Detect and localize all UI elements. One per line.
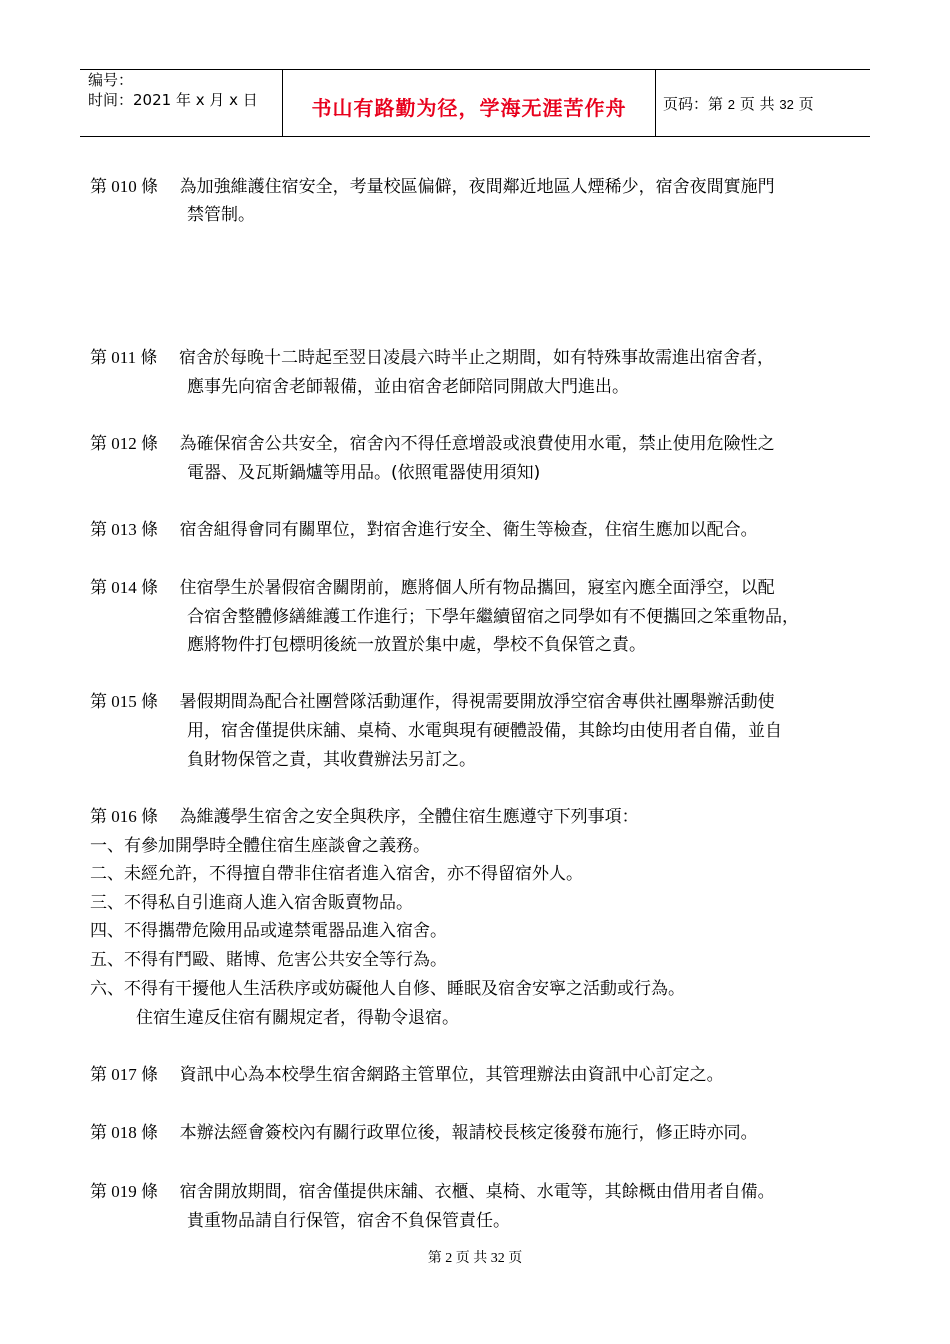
article-011 (90, 346, 774, 370)
rule-item-3: 三、不得私自引進商人進入宿舍販賣物品。 (90, 893, 413, 913)
article-number: 第 018 條 (90, 1123, 158, 1142)
header-divider-right (655, 69, 656, 136)
article-text: 宿舍組得會同有關單位，對宿舍進行安全、衛生等檢查，住宿生應加以配合。 (179, 520, 758, 540)
article-text: 住宿學生於暑假宿舍關閉前，應將個人所有物品攜回，寢室內應全面淨空，以配 (179, 578, 775, 598)
article-011-cont: 應事先向宿舍老師報備，並由宿舍老師陪同開啟大門進出。 (187, 377, 629, 397)
article-number: 第 016 條 (90, 807, 158, 826)
article-number: 第 017 條 (90, 1065, 158, 1084)
rule-note: 住宿生違反住宿有關規定者，得勒令退宿。 (136, 1008, 459, 1028)
article-014-cont-1: 合宿舍整體修繕維護工作進行；下學年繼續留宿之同學如有不便攜回之笨重物品， (187, 607, 799, 627)
article-014-cont-2: 應將物件打包標明後統一放置於集中處，學校不負保管之責。 (187, 635, 646, 655)
page-mid: 页 共 (739, 95, 775, 113)
article-013 (90, 518, 758, 542)
article-text: 本辦法經會簽校內有關行政單位後，報請校長核定後發布施行，修正時亦同。 (179, 1123, 758, 1143)
rule-item-5: 五、不得有鬥毆、賭博、危害公共安全等行為。 (90, 950, 447, 970)
article-012-cont: 電器、及瓦斯鍋爐等用品。(依照電器使用須知) (187, 463, 541, 483)
page-total: 32 (779, 97, 794, 112)
article-015 (90, 690, 775, 714)
article-018 (90, 1121, 758, 1145)
page-footer: 第 2 页 共 32 页 (427, 1251, 523, 1266)
article-number: 第 015 條 (90, 692, 158, 711)
rule-item-4: 四、不得攜帶危險用品或違禁電器品進入宿舍。 (90, 921, 447, 941)
rule-item-1: 一、有參加開學時全體住宿生座談會之義務。 (90, 836, 430, 856)
article-text: 宿舍開放期間，宿舍僅提供床舖、衣櫃、桌椅、水電等，其餘概由借用者自備。 (179, 1182, 775, 1202)
page-number: 2 (727, 97, 736, 112)
article-number: 第 013 條 (90, 520, 158, 539)
article-number: 第 014 條 (90, 578, 158, 597)
article-number: 第 019 條 (90, 1182, 158, 1201)
header-divider-left (282, 69, 283, 136)
article-number: 第 012 條 (90, 434, 158, 453)
article-text: 為加強維護住宿安全，考量校區偏僻，夜間鄰近地區人煙稀少，宿舍夜間實施門 (179, 177, 775, 197)
article-017 (90, 1063, 724, 1087)
article-014 (90, 576, 775, 600)
page-prefix: 页码：第 (663, 95, 724, 113)
article-010-cont: 禁管制。 (187, 205, 255, 225)
header-meta (88, 70, 258, 110)
time-label: 时间：2021 年 x 月 x 日 (88, 91, 258, 109)
article-text: 為維護學生宿舍之安全與秩序，全體住宿生應遵守下列事項： (179, 807, 639, 827)
article-number: 第 011 條 (90, 348, 158, 367)
article-019 (90, 1180, 775, 1204)
article-number: 第 010 條 (90, 177, 158, 196)
header-bottom-rule (80, 136, 870, 137)
rule-item-2: 二、未經允許，不得擅自帶非住宿者進入宿舍，亦不得留宿外人。 (90, 864, 583, 884)
article-text: 暑假期間為配合社團營隊活動運作，得視需要開放淨空宿舍專供社團舉辦活動使 (179, 692, 775, 712)
header-motto: 书山有路勤为径，学海无涯苦作舟 (311, 96, 627, 120)
rule-item-6: 六、不得有干擾他人生活秩序或妨礙他人自修、睡眠及宿舍安寧之活動或行為。 (90, 979, 685, 999)
article-019-cont: 貴重物品請自行保管，宿舍不負保管責任。 (187, 1211, 510, 1231)
article-015-cont-1: 用，宿舍僅提供床舖、桌椅、水電與現有硬體設備，其餘均由使用者自備，並自 (187, 721, 782, 741)
article-012 (90, 432, 775, 456)
article-016 (90, 805, 639, 829)
article-010 (90, 175, 775, 199)
page-suffix: 页 (798, 95, 814, 113)
article-text: 宿舍於每晚十二時起至翌日凌晨六時半止之期間，如有特殊事故需進出宿舍者， (179, 348, 774, 368)
article-text: 資訊中心為本校學生宿舍網路主管單位，其管理辦法由資訊中心訂定之。 (179, 1065, 724, 1085)
code-label: 编号： (88, 71, 134, 89)
header-page-info (663, 93, 814, 114)
article-015-cont-2: 負財物保管之責，其收費辦法另訂之。 (187, 750, 476, 770)
article-text: 為確保宿舍公共安全，宿舍內不得任意增設或浪費使用水電，禁止使用危險性之 (179, 434, 775, 454)
